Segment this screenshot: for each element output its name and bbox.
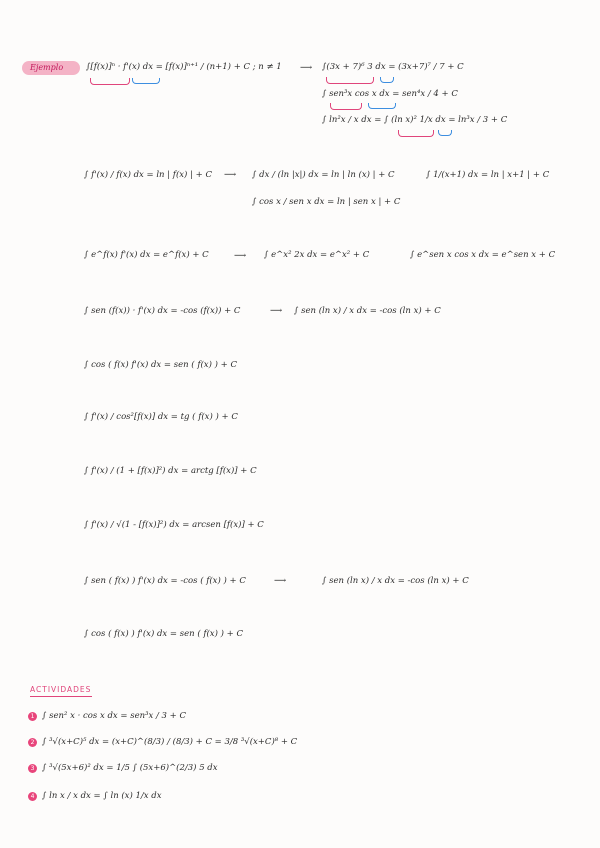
arrow: ⟶	[224, 170, 237, 180]
log-rule: ∫ f'(x) / f(x) dx = ln | f(x) | + C	[84, 170, 212, 180]
activity-item: ∫ sen² x · cos x dx = sen³x / 3 + C	[42, 711, 186, 721]
arrow: ⟶	[300, 63, 313, 73]
underline-pink	[330, 103, 362, 110]
exp-rule: ∫ e^f(x) f'(x) dx = e^f(x) + C	[84, 250, 209, 260]
activity-item: ∫ ³√(x+C)⁵ dx = (x+C)^(8/3) / (8/3) + C = 3/8 ³√(x+C)⁸ + C	[42, 737, 298, 747]
sin-rule-2: ∫ sen ( f(x) ) f'(x) dx = -cos ( f(x) ) + C	[84, 576, 246, 586]
example-tag: Ejemplo	[30, 63, 64, 72]
power-example-2: ∫ sen³x cos x dx = sen⁴x / 4 + C	[322, 89, 458, 99]
log-example-1: ∫ dx / (ln |x|) dx = ln | ln (x) | + C	[252, 170, 395, 180]
activity-number: 3	[28, 764, 37, 773]
sin-rule: ∫ sen (f(x)) · f'(x) dx = -cos (f(x)) + C	[84, 306, 241, 316]
arrow: ⟶	[274, 576, 287, 586]
activity-item: ∫ ln x / x dx = ∫ ln (x) 1/x dx	[42, 791, 162, 801]
tan-rule: ∫ f'(x) / cos²[f(x)] dx = tg ( f(x) ) + C	[84, 412, 238, 422]
arcsen-rule: ∫ f'(x) / √(1 - [f(x)]²) dx = arcsen [f(x)] + C	[84, 520, 264, 530]
underline-pink	[326, 77, 374, 84]
arrow: ⟶	[270, 306, 283, 316]
underline-pink	[398, 130, 434, 137]
cos-rule: ∫ cos ( f(x) f'(x) dx = sen ( f(x) ) + C	[84, 360, 237, 370]
underline-blue	[380, 77, 394, 83]
underline-blue	[368, 103, 396, 109]
power-example-1: ∫(3x + 7)⁶ 3 dx = (3x+7)⁷ / 7 + C	[322, 62, 464, 72]
power-rule: ∫[f(x)]ⁿ · f'(x) dx = [f(x)]ⁿ⁺¹ / (n+1) + C ; n ≠ 1	[86, 62, 282, 72]
power-example-3: ∫ ln²x / x dx = ∫ (ln x)² 1/x dx = ln³x / 3 + C	[322, 115, 508, 125]
underline-pink	[90, 78, 130, 85]
cos-rule-2: ∫ cos ( f(x) ) f'(x) dx = sen ( f(x) ) + C	[84, 629, 243, 639]
activities-title: ACTIVIDADES	[30, 685, 92, 694]
activity-number: 4	[28, 792, 37, 801]
sin-example-2: ∫ sen (ln x) / x dx = -cos (ln x) + C	[322, 576, 469, 586]
exp-example-2: ∫ e^sen x cos x dx = e^sen x + C	[410, 250, 556, 260]
activity-item: ∫ ³√(5x+6)² dx = 1/5 ∫ (5x+6)^(2/3) 5 dx	[42, 763, 218, 773]
arrow: ⟶	[234, 251, 247, 261]
log-example-2: ∫ 1/(x+1) dx = ln | x+1 | + C	[426, 170, 550, 180]
underline-blue	[438, 130, 452, 136]
sin-example: ∫ sen (ln x) / x dx = -cos (ln x) + C	[294, 306, 441, 316]
arctg-rule: ∫ f'(x) / (1 + [f(x)]²) dx = arctg [f(x)] + C	[84, 466, 257, 476]
activity-number: 2	[28, 738, 37, 747]
underline-blue	[132, 78, 160, 84]
activity-number: 1	[28, 712, 37, 721]
log-example-3: ∫ cos x / sen x dx = ln | sen x | + C	[252, 197, 401, 207]
activities-underline	[30, 696, 92, 697]
exp-example-1: ∫ e^x² 2x dx = e^x² + C	[264, 250, 370, 260]
